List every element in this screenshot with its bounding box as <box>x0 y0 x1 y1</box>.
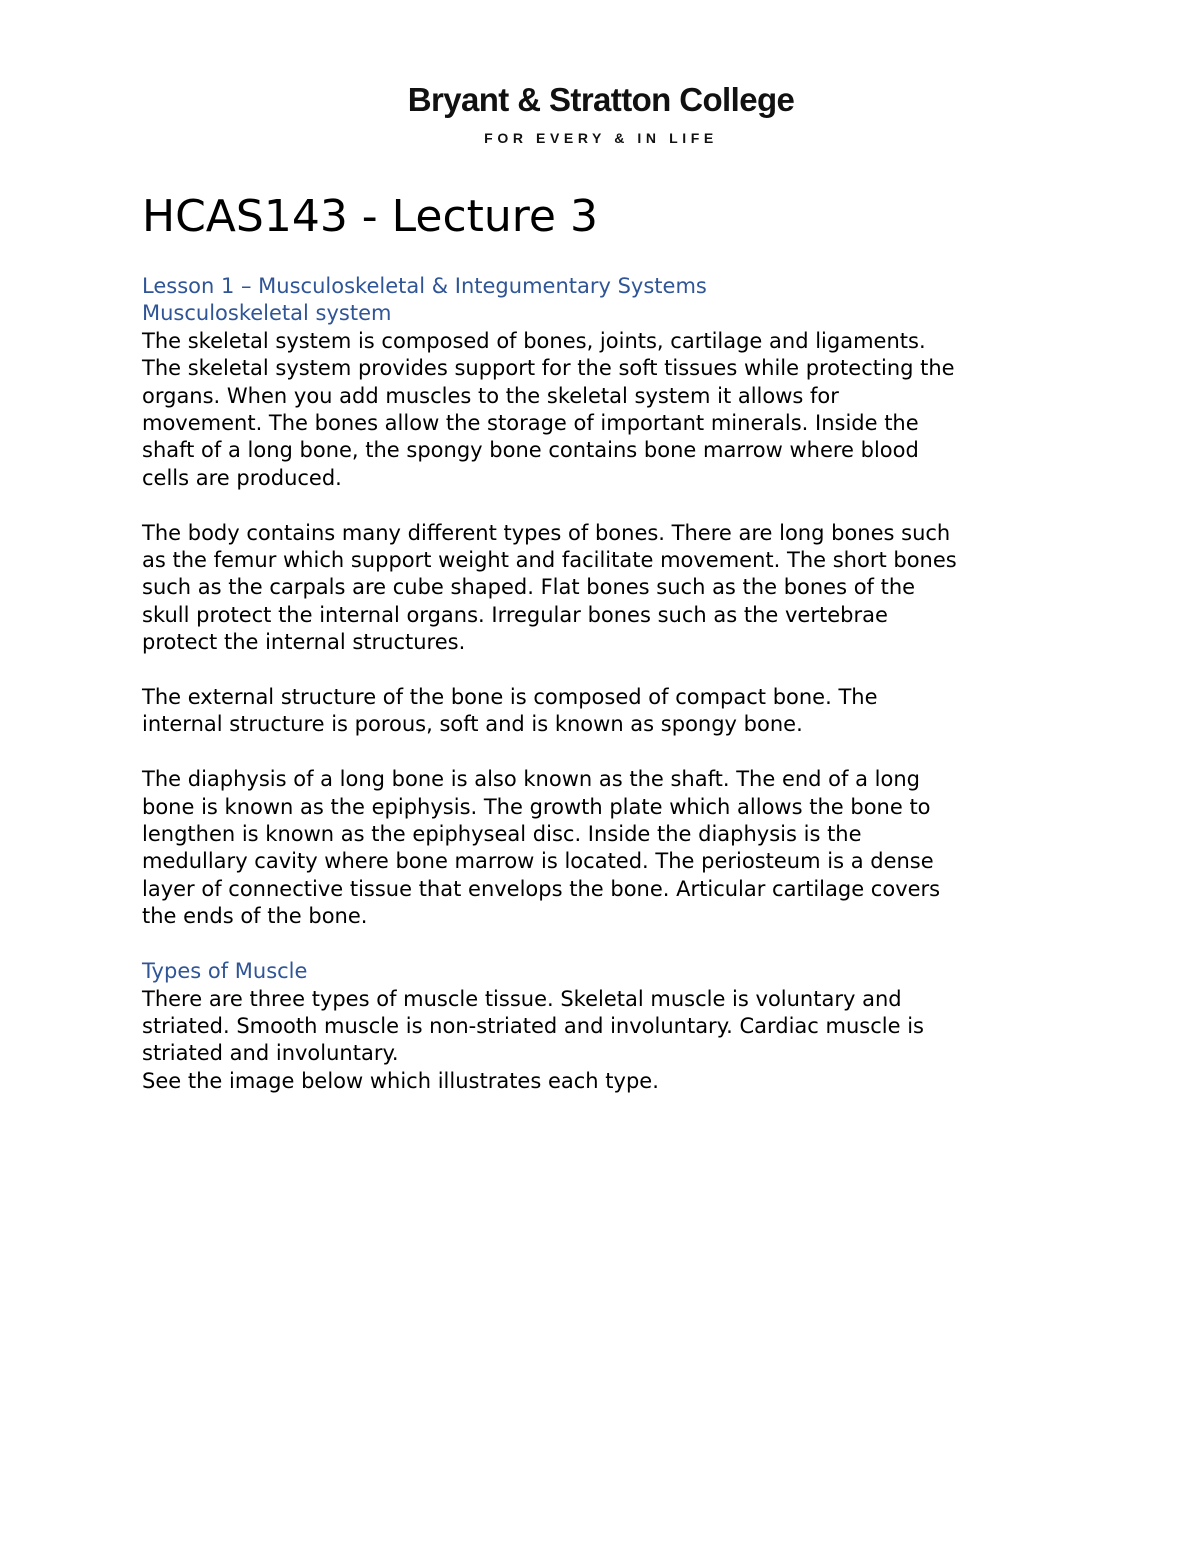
text-line: layer of connective tissue that envelops the bone. Articular cartilage covers <box>142 876 941 901</box>
types-of-muscle-heading: Types of Muscle <box>142 959 308 984</box>
text-line: medullary cavity where bone marrow is located. The periosteum is a dense <box>142 849 934 874</box>
paragraph-long-bone <box>142 766 1072 930</box>
text-line: movement. The bones allow the storage of important minerals. Inside the <box>142 411 919 436</box>
text-line: cells are produced. <box>142 465 342 490</box>
text-line: striated. Smooth muscle is non-striated and involuntary. Cardiac muscle is <box>142 1013 924 1038</box>
paragraph-skeletal-system <box>142 328 1072 492</box>
text-line: There are three types of muscle tissue. Skeletal muscle is voluntary and <box>142 986 902 1011</box>
text-line: striated and involuntary. <box>142 1041 399 1066</box>
text-line: shaft of a long bone, the spongy bone contains bone marrow where blood <box>142 438 919 463</box>
text-line: See the image below which illustrates each type. <box>142 1068 659 1093</box>
text-line: skull protect the internal organs. Irregular bones such as the vertebrae <box>142 602 888 627</box>
document-body <box>142 273 1072 1095</box>
logo-tagline: FOR EVERY & IN LIFE <box>484 130 718 146</box>
text-line: the ends of the bone. <box>142 904 368 929</box>
logo-name: Bryant & Stratton College <box>407 81 795 118</box>
paragraph-spacer <box>142 931 1072 958</box>
paragraph-bone-types <box>142 520 1072 657</box>
text-line: The skeletal system provides support for the soft tissues while protecting the <box>142 356 955 381</box>
paragraph-spacer <box>142 492 1072 519</box>
text-line: The skeletal system is composed of bones, joints, cartilage and ligaments. <box>142 328 926 353</box>
paragraph-spacer <box>142 657 1072 684</box>
text-line: protect the internal structures. <box>142 630 466 655</box>
text-line: The external structure of the bone is composed of compact bone. The <box>142 685 878 710</box>
document-title: HCAS143 - Lecture 3 <box>142 191 598 242</box>
text-line: lengthen is known as the epiphyseal disc. Inside the diaphysis is the <box>142 822 862 847</box>
text-line: bone is known as the epiphysis. The growth plate which allows the bone to <box>142 794 931 819</box>
paragraph-spacer <box>142 739 1072 766</box>
paragraph-muscle-types <box>142 986 1072 1096</box>
paragraph-bone-structure <box>142 684 1072 739</box>
musculoskeletal-heading: Musculoskeletal system <box>142 301 392 326</box>
text-line: as the femur which support weight and facilitate movement. The short bones <box>142 548 957 573</box>
text-line: The diaphysis of a long bone is also known as the shaft. The end of a long <box>142 767 920 792</box>
text-line: such as the carpals are cube shaped. Flat bones such as the bones of the <box>142 575 916 600</box>
lesson-heading: Lesson 1 – Musculoskeletal & Integumentary Systems <box>142 274 707 298</box>
text-line: The body contains many different types of bones. There are long bones such <box>142 520 951 545</box>
college-logo <box>396 82 806 146</box>
text-line: organs. When you add muscles to the skeletal system it allows for <box>142 383 839 408</box>
text-line: internal structure is porous, soft and is known as spongy bone. <box>142 712 803 737</box>
